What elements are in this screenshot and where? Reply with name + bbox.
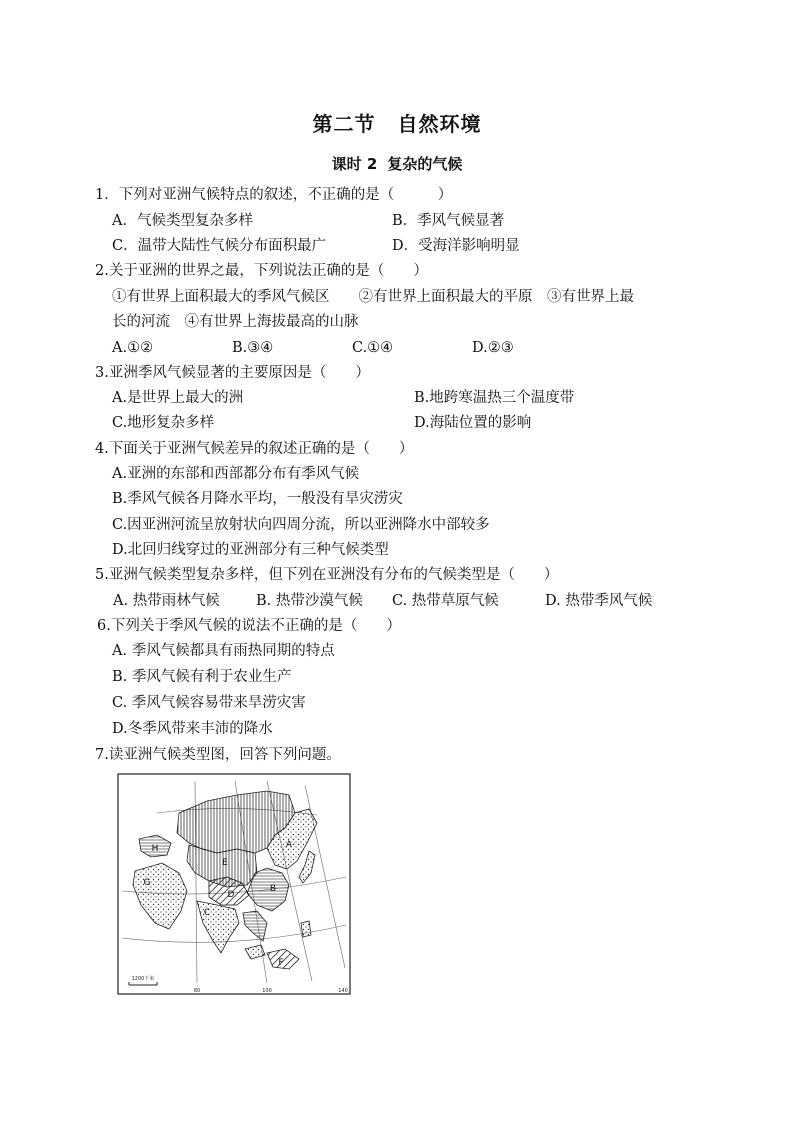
map-lon-80: 80 — [193, 988, 201, 994]
question-3-option-b: B.地跨寒温热三个温度带 — [414, 390, 575, 406]
question-2-option-b: B.③④ — [232, 340, 274, 356]
question-2-option-c: C.①④ — [352, 340, 394, 356]
question-3-option-c: C.地形复杂多样 — [112, 415, 215, 431]
question-6-option-c: C. 季风气候容易带来旱涝灾害 — [112, 695, 306, 711]
question-3-option-d: D.海陆位置的影响 — [414, 415, 532, 431]
map-label-b: B — [269, 884, 277, 894]
section-title — [0, 108, 794, 137]
question-6-option-d: D.冬季风带来丰沛的降水 — [112, 721, 273, 737]
question-5-stem: 5.亚洲气候类型复杂多样，但下列在亚洲没有分布的气候类型是（ ） — [95, 567, 559, 583]
section-topic: 自然环境 — [397, 112, 482, 136]
question-5-option-c: C. 热带草原气候 — [392, 593, 499, 609]
question-4-option-b: B.季风气候各月降水平均，一般没有旱灾涝灾 — [112, 491, 403, 507]
map-label-c: C — [203, 908, 211, 918]
lesson-number: 课时 2 — [331, 155, 378, 173]
map-label-h: H — [151, 844, 159, 854]
map-label-g: G — [143, 878, 151, 888]
map-lon-140: 140 — [338, 988, 348, 994]
question-4-stem: 4.下面关于亚洲气候差异的叙述正确的是（ ） — [95, 441, 414, 457]
question-2-option-a: A.①② — [112, 340, 154, 356]
asia-climate-map — [117, 773, 351, 995]
map-label-d: D — [227, 890, 235, 900]
question-1-option-b: B．季风气候显著 — [392, 213, 505, 229]
question-2-text-line-1: ①有世界上面积最大的季风气候区 ②有世界上面积最大的平原 ③有世界上最 — [112, 289, 634, 305]
question-3-option-a: A.是世界上最大的洲 — [112, 390, 244, 406]
map-label-e: E — [222, 858, 228, 868]
question-4-option-a: A.亚洲的东部和西部都分布有季风气候 — [112, 466, 360, 482]
question-6-option-b: B. 季风气候有利于农业生产 — [112, 669, 292, 685]
question-5-option-b: B. 热带沙漠气候 — [256, 593, 363, 609]
question-4-option-d: D.北回归线穿过的亚洲部分有三种气候类型 — [112, 542, 389, 558]
question-2-option-d: D.②③ — [472, 340, 514, 356]
question-1-option-a: A．气候类型复杂多样 — [112, 213, 253, 229]
map-label-f: F — [278, 958, 284, 968]
map-label-a: A — [285, 840, 293, 850]
question-1-option-c: C．温带大陆性气候分布面积最广 — [112, 238, 327, 254]
question-2-stem: 2.关于亚洲的世界之最，下列说法正确的是（ ） — [95, 263, 428, 279]
section-number: 第二节 — [312, 112, 376, 136]
question-6-stem: 6.下列关于季风气候的说法不正确的是（ ） — [97, 618, 401, 634]
question-7-stem: 7.读亚洲气候类型图，回答下列问题。 — [95, 747, 341, 763]
lesson-subtitle — [0, 153, 794, 174]
lesson-topic: 复杂的气候 — [387, 155, 463, 173]
question-5-option-d: D. 热带季风气候 — [545, 593, 653, 609]
question-4-option-c: C.因亚洲河流呈放射状向四周分流，所以亚洲降水中部较多 — [112, 517, 490, 533]
question-5-option-a: A. 热带雨林气候 — [113, 593, 220, 609]
question-1-stem: 1．下列对亚洲气候特点的叙述，不正确的是（ ） — [95, 187, 453, 203]
question-2-text-line-2: 长的河流 ④有世界上海拔最高的山脉 — [112, 314, 359, 330]
map-lon-100: 100 — [262, 988, 272, 994]
question-6-option-a: A. 季风气候都具有雨热同期的特点 — [112, 643, 335, 659]
question-3-stem: 3.亚洲季风气候显著的主要原因是（ ） — [95, 365, 370, 381]
map-scale-label: 1200千米 — [131, 976, 155, 982]
question-1-option-d: D．受海洋影响明显 — [392, 238, 520, 254]
region-philippines — [301, 921, 311, 937]
